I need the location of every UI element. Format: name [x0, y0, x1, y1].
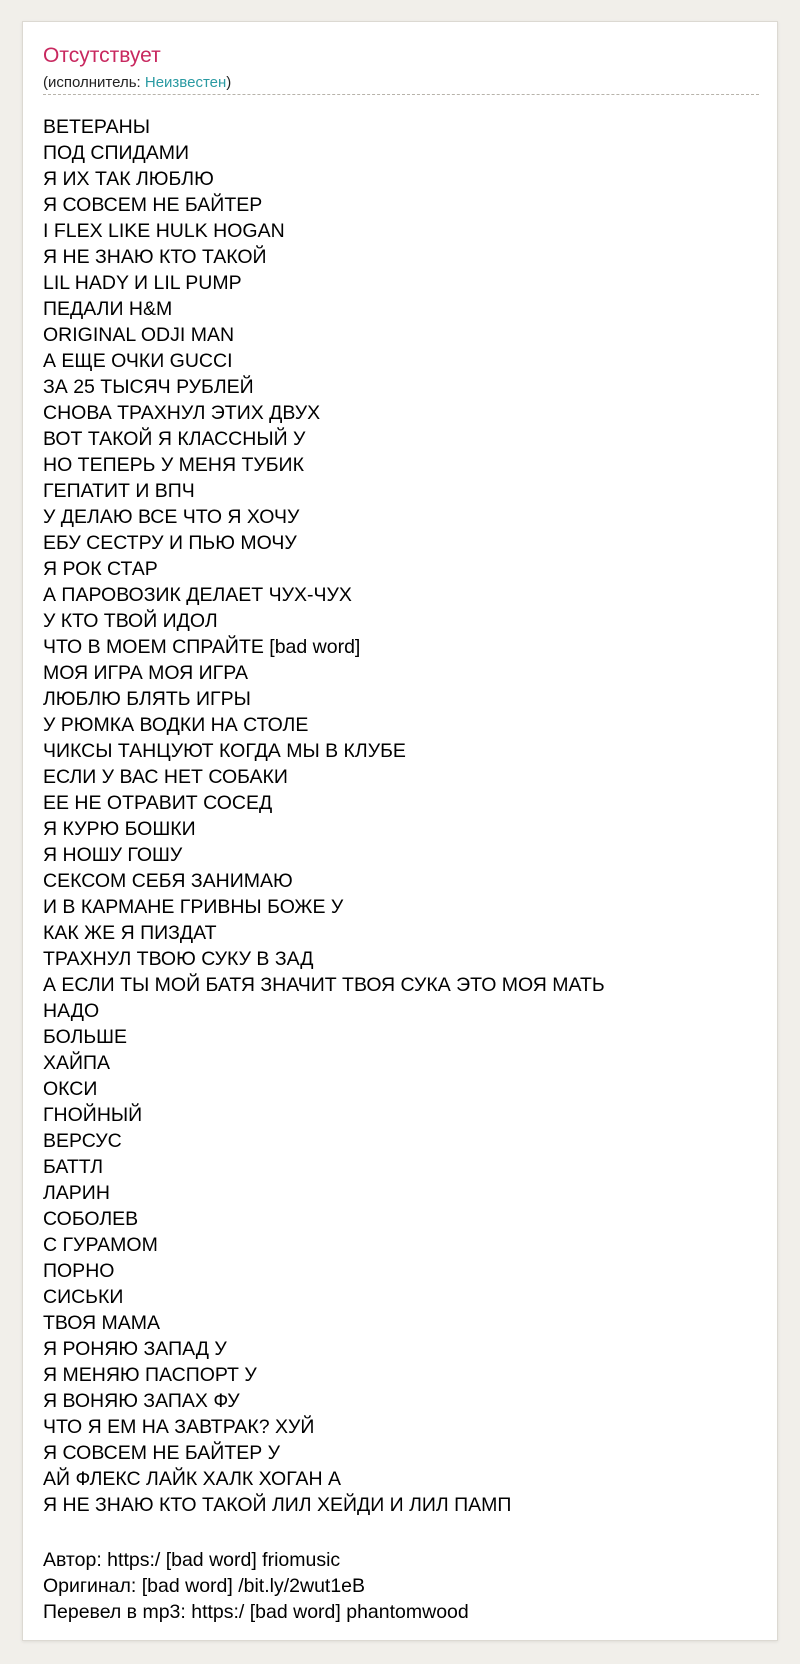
lyrics-line: А ПАРОВОЗИК ДЕЛАЕТ ЧУХ-ЧУХ [43, 584, 352, 606]
lyrics-line: Я НОШУ ГОШУ [43, 844, 183, 866]
lyrics-line: ЕЕ НЕ ОТРАВИТ СОСЕД [43, 792, 273, 814]
lyrics-line: ОКСИ [43, 1078, 98, 1100]
lyrics-line: ТВОЯ МАМА [43, 1312, 161, 1334]
song-title: Отсутствует [43, 44, 161, 67]
artist-link[interactable]: Неизвестен [144, 74, 227, 91]
lyrics-line: А ЕСЛИ ТЫ МОЙ БАТЯ ЗНАЧИТ ТВОЯ СУКА ЭТО МОЯ МАТЬ [43, 974, 605, 996]
dashed-divider [43, 94, 759, 95]
lyrics-line: I FLEX LIKE HULK HOGAN [43, 220, 285, 242]
artist-prefix: (исполнитель: [43, 74, 145, 91]
lyrics-line: Я МЕНЯЮ ПАСПОРТ У [43, 1364, 257, 1386]
credits [43, 1547, 759, 1625]
lyrics-line: ПОРНО [43, 1260, 115, 1282]
lyrics-line: СНОВА ТРАХНУЛ ЭТИХ ДВУХ [43, 402, 321, 424]
lyrics-line: Я ИХ ТАК ЛЮБЛЮ [43, 168, 214, 190]
lyrics-line: ЕСЛИ У ВАС НЕТ СОБАКИ [43, 766, 288, 788]
lyrics-line: ПОД СПИДАМИ [43, 142, 189, 164]
lyrics-line: ЗА 25 ТЫСЯЧ РУБЛЕЙ [43, 376, 254, 398]
lyrics-line: НО ТЕПЕРЬ У МЕНЯ ТУБИК [43, 454, 304, 476]
credit-line: Перевел в mp3: https:/ [bad word] phantomwood [43, 1601, 469, 1623]
lyrics-line: ВЕТЕРАНЫ [43, 116, 150, 138]
credit-line: Автор: https:/ [bad word] friomusic [43, 1549, 341, 1571]
lyrics-line: БАТТЛ [43, 1156, 104, 1178]
lyrics-line: LIL HADY И LIL PUMP [43, 272, 242, 294]
lyrics-line: У РЮМКА ВОДКИ НА СТОЛЕ [43, 714, 309, 736]
lyrics-line: СЕКСОМ СЕБЯ ЗАНИМАЮ [43, 870, 293, 892]
lyrics-line: ЧТО Я ЕМ НА ЗАВТРАК? ХУЙ [43, 1416, 315, 1438]
lyrics-line: Я НЕ ЗНАЮ КТО ТАКОЙ ЛИЛ ХЕЙДИ И ЛИЛ ПАМП [43, 1494, 512, 1516]
lyrics-line: ЧИКСЫ ТАНЦУЮТ КОГДА МЫ В КЛУБЕ [43, 740, 406, 762]
lyrics-card [22, 21, 778, 1641]
lyrics-line: Я РОК СТАР [43, 558, 158, 580]
lyrics-line: Я СОВСЕМ НЕ БАЙТЕР У [43, 1442, 281, 1464]
lyrics-line: ЕБУ СЕСТРУ И ПЬЮ МОЧУ [43, 532, 297, 554]
lyrics-line: Я СОВСЕМ НЕ БАЙТЕР [43, 194, 263, 216]
artist-line [43, 74, 231, 91]
lyrics-line: Я РОНЯЮ ЗАПАД У [43, 1338, 227, 1360]
lyrics-line: МОЯ ИГРА МОЯ ИГРА [43, 662, 248, 684]
lyrics-line: ПЕДАЛИ H&M [43, 298, 173, 320]
lyrics-line: БОЛЬШЕ [43, 1026, 127, 1048]
lyrics-line: ЛЮБЛЮ БЛЯТЬ ИГРЫ [43, 688, 251, 710]
lyrics-line: С ГУРАМОМ [43, 1234, 158, 1256]
lyrics-line: СИСЬКИ [43, 1286, 124, 1308]
credit-line: Оригинал: [bad word] /bit.ly/2wut1eB [43, 1575, 366, 1597]
lyrics-line: ВОТ ТАКОЙ Я КЛАССНЫЙ У [43, 428, 306, 450]
lyrics-line: И В КАРМАНЕ ГРИВНЫ БОЖЕ У [43, 896, 344, 918]
lyrics-line: ХАЙПА [43, 1052, 111, 1074]
lyrics-line: У КТО ТВОЙ ИДОЛ [43, 610, 218, 632]
lyrics-line: АЙ ФЛЕКС ЛАЙК ХАЛК ХОГАН А [43, 1468, 341, 1490]
lyrics-text [43, 114, 759, 1518]
lyrics-line: ГЕПАТИТ И ВПЧ [43, 480, 195, 502]
lyrics-line: Я ВОНЯЮ ЗАПАХ ФУ [43, 1390, 240, 1412]
lyrics-line: НАДО [43, 1000, 100, 1022]
lyrics-line: ТРАХНУЛ ТВОЮ СУКУ В ЗАД [43, 948, 314, 970]
artist-suffix: ) [226, 74, 232, 91]
lyrics-line: ГНОЙНЫЙ [43, 1104, 143, 1126]
lyrics-line: Я НЕ ЗНАЮ КТО ТАКОЙ [43, 246, 267, 268]
lyrics-line: У ДЕЛАЮ ВСЕ ЧТО Я ХОЧУ [43, 506, 300, 528]
lyrics-line: ЛАРИН [43, 1182, 110, 1204]
lyrics-line: КАК ЖЕ Я ПИЗДАТ [43, 922, 217, 944]
lyrics-line: СОБОЛЕВ [43, 1208, 139, 1230]
lyrics-line: А ЕЩЕ ОЧКИ GUCCI [43, 350, 233, 372]
lyrics-line: ЧТО В МОЕМ СПРАЙТЕ [bad word] [43, 636, 361, 658]
lyrics-line: Я КУРЮ БОШКИ [43, 818, 196, 840]
lyrics-line: ORIGINAL ODJI MAN [43, 324, 235, 346]
lyrics-line: ВЕРСУС [43, 1130, 122, 1152]
